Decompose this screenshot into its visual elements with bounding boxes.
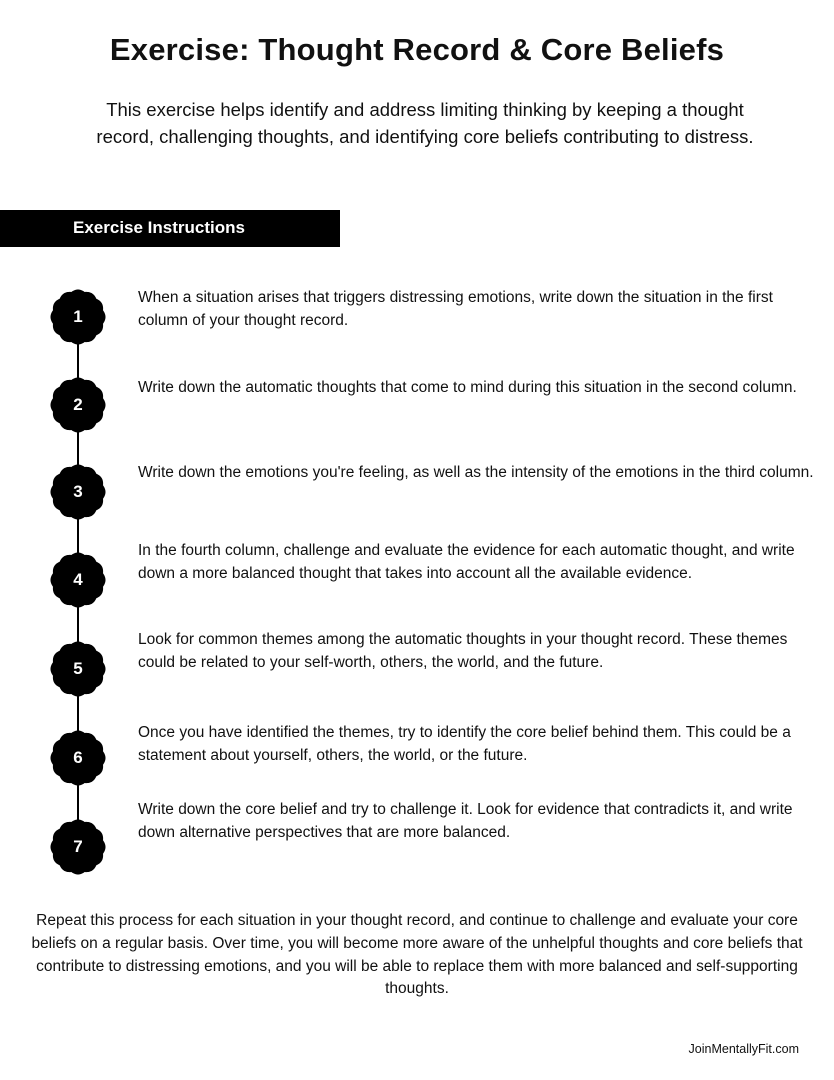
step-number: 7 xyxy=(73,837,83,856)
footer-website: JoinMentallyFit.com xyxy=(688,1042,799,1056)
step-badge-2 xyxy=(49,376,107,434)
step-number: 4 xyxy=(73,570,83,589)
step-number: 2 xyxy=(73,395,83,414)
closing-paragraph: Repeat this process for each situation in your thought record, and continue to challenge and evaluate your core beliefs on a regular basis. Over time, you will become more aware of the unhelpful thoughts and core beliefs that contribute to distressing emotions, and you will be able to replace them with more balanced and self-supporting thoughts. xyxy=(31,912,803,998)
step-number: 3 xyxy=(73,482,83,501)
step-badge-3 xyxy=(49,463,107,521)
step-badge-5 xyxy=(49,640,107,698)
step-text-6: Once you have identified the themes, try to identify the core belief behind them. This could be a statement about yourself, others, the world, or the future. xyxy=(138,724,791,764)
step-text-2: Write down the automatic thoughts that come to mind during this situation in the second column. xyxy=(138,379,797,396)
step-number: 5 xyxy=(73,659,83,678)
step-badge-1 xyxy=(49,288,107,346)
step-text-5: Look for common themes among the automatic thoughts in your thought record. These themes could be related to your self-worth, others, the world, and the future. xyxy=(138,631,788,671)
step-text-7: Write down the core belief and try to challenge it. Look for evidence that contradicts it, and write down alternative perspectives that are more balanced. xyxy=(138,801,793,841)
step-text-3: Write down the emotions you're feeling, as well as the intensity of the emotions in the third column. xyxy=(138,464,814,481)
step-text-4: In the fourth column, challenge and evaluate the evidence for each automatic thought, and write down a more balanced thought that takes into account all the available evidence. xyxy=(138,542,795,582)
section-header xyxy=(0,210,340,247)
step-number: 6 xyxy=(73,748,83,767)
page-title: Exercise: Thought Record & Core Beliefs xyxy=(109,32,725,67)
step-badge-4 xyxy=(49,551,107,609)
step-text-1: When a situation arises that triggers distressing emotions, write down the situation in the first column of your thought record. xyxy=(138,289,773,329)
intro-paragraph: This exercise helps identify and address limiting thinking by keeping a thought record, challenging thoughts, and identifying core beliefs contributing to distress. xyxy=(96,99,754,147)
step-badge-6 xyxy=(49,729,107,787)
section-title: Exercise Instructions xyxy=(73,218,245,237)
step-badge-7 xyxy=(49,818,107,876)
step-number: 1 xyxy=(73,307,83,326)
